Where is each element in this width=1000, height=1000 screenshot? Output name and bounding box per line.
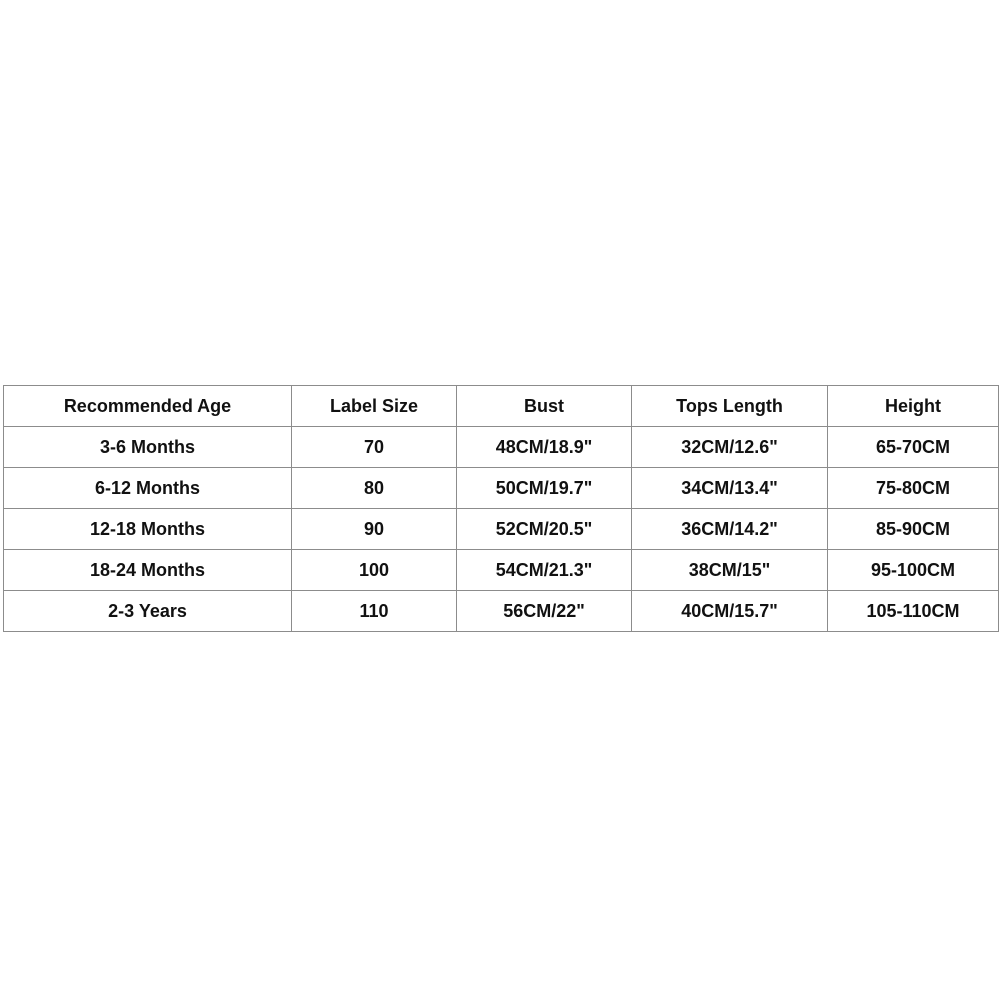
cell-label-size: 100 — [292, 550, 457, 591]
header-tops-length: Tops Length — [632, 386, 828, 427]
table-row — [4, 427, 999, 468]
cell-recommended-age: 6-12 Months — [4, 468, 292, 509]
table-row — [4, 509, 999, 550]
cell-recommended-age: 2-3 Years — [4, 591, 292, 632]
cell-tops-length: 40CM/15.7" — [632, 591, 828, 632]
size-chart-body — [4, 427, 999, 632]
header-recommended-age: Recommended Age — [4, 386, 292, 427]
cell-tops-length: 36CM/14.2" — [632, 509, 828, 550]
header-bust: Bust — [457, 386, 632, 427]
cell-recommended-age: 18-24 Months — [4, 550, 292, 591]
cell-label-size: 110 — [292, 591, 457, 632]
cell-label-size: 80 — [292, 468, 457, 509]
size-chart-table — [3, 385, 999, 632]
cell-height: 105-110CM — [828, 591, 999, 632]
table-row — [4, 468, 999, 509]
cell-bust: 50CM/19.7" — [457, 468, 632, 509]
cell-label-size: 90 — [292, 509, 457, 550]
cell-recommended-age: 12-18 Months — [4, 509, 292, 550]
header-label-size: Label Size — [292, 386, 457, 427]
cell-height: 65-70CM — [828, 427, 999, 468]
cell-label-size: 70 — [292, 427, 457, 468]
cell-bust: 56CM/22" — [457, 591, 632, 632]
header-height: Height — [828, 386, 999, 427]
header-row — [4, 386, 999, 427]
cell-tops-length: 38CM/15" — [632, 550, 828, 591]
cell-tops-length: 32CM/12.6" — [632, 427, 828, 468]
cell-recommended-age: 3-6 Months — [4, 427, 292, 468]
size-chart-header — [4, 386, 999, 427]
cell-bust: 48CM/18.9" — [457, 427, 632, 468]
cell-height: 85-90CM — [828, 509, 999, 550]
table-row — [4, 550, 999, 591]
cell-bust: 54CM/21.3" — [457, 550, 632, 591]
cell-bust: 52CM/20.5" — [457, 509, 632, 550]
cell-height: 95-100CM — [828, 550, 999, 591]
cell-tops-length: 34CM/13.4" — [632, 468, 828, 509]
table-row — [4, 591, 999, 632]
cell-height: 75-80CM — [828, 468, 999, 509]
